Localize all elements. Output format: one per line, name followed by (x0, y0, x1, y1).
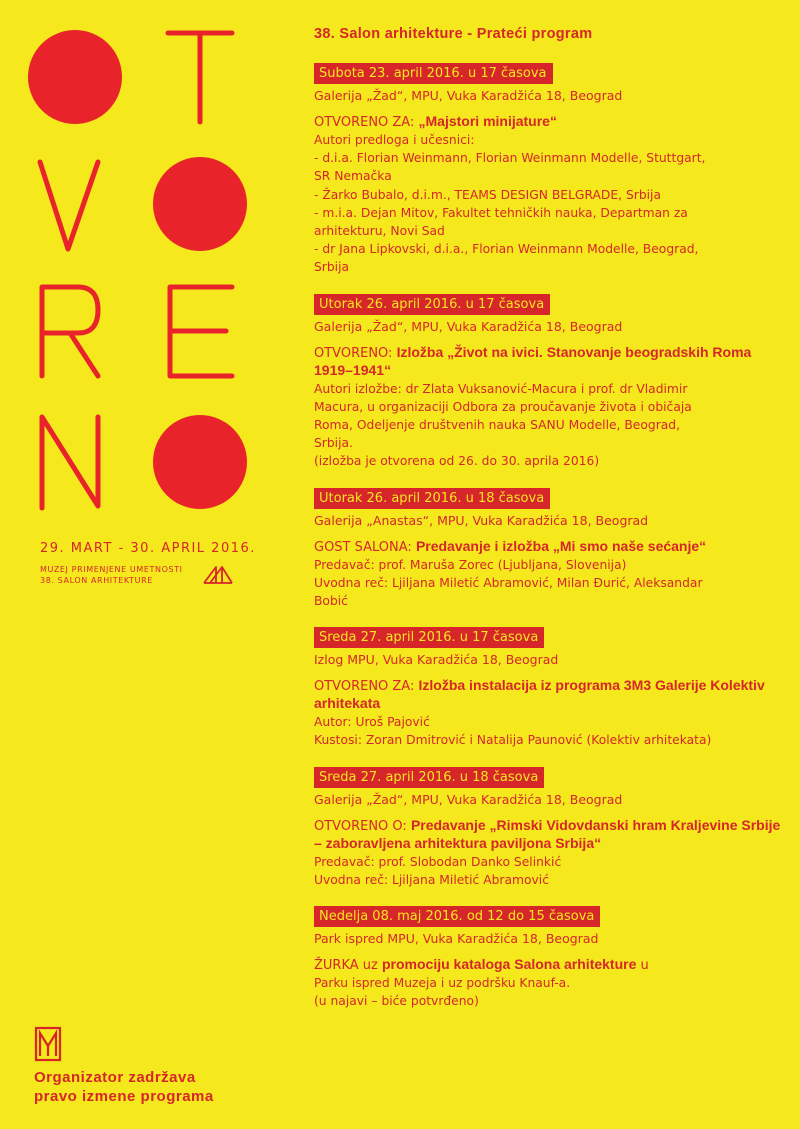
event-details (314, 853, 784, 889)
detail-line: (u najavi – biće potvrđeno) (314, 994, 479, 1009)
event-headline (314, 956, 784, 974)
detail-line: Srbija. (314, 436, 353, 451)
event-5 (314, 766, 784, 889)
event-date-badge: Utorak 26. april 2016. u 18 časova (314, 488, 550, 509)
event-headline (314, 677, 784, 713)
detail-line: - d.i.a. Florian Weinmann, Florian Weinmann Modelle, Stuttgart, (314, 151, 706, 166)
program-title: 38. Salon arhitekture - Prateći program (314, 26, 593, 42)
event-1 (314, 62, 784, 277)
disclaimer-line-2: pravo izmene programa (34, 1088, 214, 1105)
detail-line: SR Nemačka (314, 169, 392, 184)
event-title: Predavanje „Rimski Vidovdanski hram Kraljevine Srbije – zaboravljena arhitektura paviljona Srbija“ (314, 816, 781, 851)
event-details (314, 380, 784, 471)
event-venue: Park ispred MPU, Vuka Karadžića 18, Beograd (314, 931, 599, 947)
detail-line: Uvodna reč: Ljiljana Miletić Abramović (314, 872, 549, 887)
event-title: Predavanje i izložba „Mi smo naše sećanje“ (415, 537, 707, 554)
detail-line: arhitekturu, Novi Sad (314, 224, 445, 239)
letter-t (168, 33, 232, 122)
event-kind: OTVORENO: (314, 345, 397, 361)
event-venue: Galerija „Žad“, MPU, Vuka Karadžića 18, Beograd (314, 791, 623, 807)
event-details (314, 131, 784, 277)
event-title: Izložba „Život na ivici. Stanovanje beogradskih Roma 1919–1941“ (314, 343, 752, 378)
letter-e (170, 287, 232, 376)
event-3 (314, 487, 784, 611)
museum-caption (40, 564, 183, 586)
detail-line: Srbija (314, 260, 350, 275)
event-headline (314, 344, 784, 380)
event-venue: Galerija „Žad“, MPU, Vuka Karadžića 18, Beograd (314, 318, 623, 334)
event-venue: Galerija „Anastas“, MPU, Vuka Karadžića 18, Beograd (314, 512, 649, 528)
detail-line: Bobić (314, 594, 348, 609)
museum-name: MUZEJ PRIMENJENE UMETNOSTI (40, 565, 183, 574)
event-details (314, 713, 784, 749)
event-date-badge: Sreda 27. april 2016. u 17 časova (314, 627, 544, 648)
letter-n (42, 417, 98, 508)
detail-line: Kustosi: Zoran Dmitrović i Natalija Paunović (Kolektiv arhitekata) (314, 733, 712, 748)
event-headline (314, 817, 784, 853)
letter-o-1 (28, 30, 122, 124)
event-date-badge: Nedelja 08. maj 2016. od 12 do 15 časova (314, 906, 600, 927)
detail-line: - dr Jana Lipkovski, d.i.a., Florian Weinmann Modelle, Beograd, (314, 242, 699, 257)
event-venue: Izlog MPU, Vuka Karadžića 18, Beograd (314, 652, 559, 668)
program-column (314, 26, 784, 1026)
event-title-suffix: u (636, 958, 649, 974)
detail-line: Autori izložbe: dr Zlata Vuksanović-Macura i prof. dr Vladimir (314, 381, 688, 396)
event-kind: ŽURKA (314, 958, 359, 974)
event-6 (314, 905, 784, 1010)
detail-line: Uvodna reč: Ljiljana Miletić Abramović, Milan Đurić, Aleksandar (314, 575, 703, 590)
detail-line: Autori predloga i učesnici: (314, 133, 475, 147)
disclaimer (34, 1068, 214, 1106)
event-2 (314, 293, 784, 471)
event-details (314, 556, 784, 611)
detail-line: Parku ispred Muzeja i uz podršku Knauf-a. (314, 976, 571, 991)
disclaimer-line-1: Organizator zadržava (34, 1069, 196, 1086)
letter-o-3 (153, 415, 247, 509)
event-title: Izložba instalacija iz programa 3M3 Galerije Kolektiv arhitekata (314, 677, 765, 712)
salon-name: 38. SALON ARHITEKTURE (40, 576, 153, 585)
event-kind: OTVORENO ZA: (314, 679, 419, 695)
event-venue: Galerija „Žad“, MPU, Vuka Karadžića 18, Beograd (314, 88, 623, 103)
event-date-badge: Sreda 27. april 2016. u 18 časova (314, 767, 544, 788)
event-date-badge: Utorak 26. april 2016. u 17 časova (314, 294, 550, 315)
event-4 (314, 626, 784, 749)
event-kind: OTVORENO O: (314, 818, 411, 834)
mpu-logo-icon (34, 1026, 62, 1062)
detail-line: (izložba je otvorena od 26. do 30. aprila 2016) (314, 454, 600, 469)
event-kind: OTVORENO ZA: (314, 115, 419, 130)
detail-line: Macura, u organizaciji Odbora za proučavanje života i običaja (314, 399, 692, 414)
event-headline (314, 113, 784, 131)
otvoreno-poster-graphic (0, 0, 300, 560)
detail-line: Autor: Uroš Pajović (314, 715, 430, 730)
letter-o-2 (153, 157, 247, 251)
detail-line: - Žarko Bubalo, d.i.m., TEAMS DESIGN BELGRADE, Srbija (314, 187, 662, 202)
event-title: promociju kataloga Salona arhitekture (381, 956, 637, 973)
letter-r (42, 287, 98, 376)
event-kind-suffix: uz (358, 958, 382, 974)
letter-v (40, 162, 98, 249)
detail-line: - m.i.a. Dejan Mitov, Fakultet tehničkih nauka, Departman za (314, 205, 688, 220)
exhibition-dates: 29. MART - 30. APRIL 2016. (40, 541, 256, 556)
detail-line: Predavač: prof. Maruša Zorec (Ljubljana, Slovenija) (314, 557, 627, 572)
salon-logo-icon (202, 563, 234, 585)
event-date-badge: Subota 23. april 2016. u 17 časova (314, 63, 553, 84)
event-details (314, 974, 784, 1010)
event-kind: GOST SALONA: (314, 539, 416, 555)
event-title: „Majstori minijature“ (418, 113, 557, 129)
event-headline (314, 538, 784, 556)
detail-line: Roma, Odeljenje društvenih nauka SANU Modelle, Beograd, (314, 418, 681, 433)
detail-line: Predavač: prof. Slobodan Danko Selinkić (314, 854, 562, 869)
